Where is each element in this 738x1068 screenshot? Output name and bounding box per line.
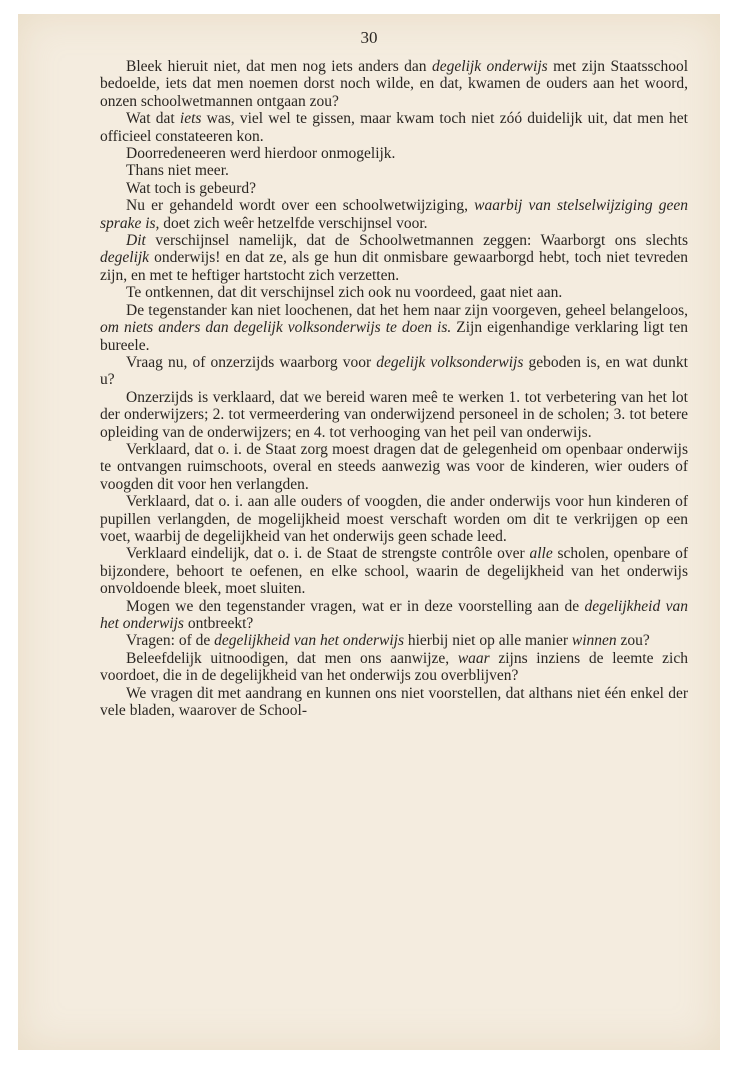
text-run: met zijn Staatsschool bedoelde, iets dat men noemen dorst noch wilde, en dat, kwamen de ouders aan het woord, onzen schoolwetmannen ontgaan zou? [100,58,688,110]
paragraph [100,441,688,493]
text-run: Verklaard, dat o. i. de Staat zorg moest dragen dat de gelegenheid om openbaar onderwijs te ontvangen ruimschoots, overal en steeds aanwezig was voor de kinderen, wier ouders of voogden dit voor hen verlangden. [100,440,688,493]
text-run: hierbij niet op alle manier [404,632,572,650]
text-run: Wat dat [126,110,180,128]
italic-text: degelijkheid van het onderwijs [100,597,688,632]
text-run: Zijn eigenhandige verklaring ligt ten bureele. [100,319,688,354]
italic-text: waar [457,649,490,667]
italic-text: Dit [126,232,146,250]
text-run: scholen, openbare of bijzondere, behoort te oefenen, en elke school, waarin de degelijkheid van het onderwijs onvoldoende bleek, moet sluiten. [100,545,689,598]
italic-text: degelijkheid van het onderwijs [214,632,404,650]
text-run: Wat toch is gebeurd? [126,179,257,197]
text-run: De tegenstander kan niet loochenen, dat het hem naar zijn voorgeven, geheel belangeloos, [126,301,688,319]
text-run: verschijnsel namelijk, dat de Schoolwetmannen zeggen: Waarborgt ons slechts [145,232,688,250]
text-run: zou? [616,632,650,650]
paragraph [100,389,688,441]
text-run: onderwijs! en dat ze, als ge hun dit onmisbare gewaarborgd hebt, toch niet tevreden zijn, en met te heftiger hartstocht zich verzetten. [100,249,688,284]
text-run: Vragen: of de [126,632,215,650]
paragraph [100,145,688,162]
paragraph [100,685,688,720]
paragraph [100,545,688,597]
italic-text: iets [179,110,202,128]
paragraph [100,197,688,232]
text-run: was, viel wel te gissen, maar kwam toch niet zóó duidelijk uit, dat men het officieel constateeren kon. [100,110,688,145]
paragraph [100,284,688,301]
paragraph [100,232,688,284]
italic-text: winnen [571,632,617,650]
text-run: Doorredeneeren werd hierdoor onmogelijk. [126,145,396,163]
paragraph [100,598,688,633]
italic-text: waarbij van stelselwijziging geen sprake is, [100,197,688,232]
text-run: Bleek hieruit niet, dat men nog iets anders dan [126,58,433,75]
text-run: geboden is, en wat dunkt u? [100,353,688,389]
body-text [100,58,688,719]
text-run: Verklaard eindelijk, dat o. i. de Staat de strengste contrôle over [126,545,530,563]
paragraph [100,632,688,649]
paragraph [100,650,688,685]
text-run: zijns inziens de leemte zich voordoet, die in de degelijkheid van het onderwijs zou overblijven? [100,649,688,685]
text-run: We vragen dit met aandrang en kunnen ons niet voorstellen, dat althans niet één enkel der vele bladen, waarover de School- [100,684,688,720]
text-run: Te ontkennen, dat dit verschijnsel zich ook nu voordeed, gaat niet aan. [126,284,563,302]
text-run: doet zich weêr hetzelfde verschijnsel voor. [159,214,428,232]
page-number: 30 [360,28,378,47]
text-run: Verklaard, dat o. i. aan alle ouders of voogden, die ander onderwijs voor hun kinderen of pupillen verlangden, de mogelijkheid moest verschaft worden om dit te verkrijgen op een voet, waarbij de degelijkheid van het onderwijs geen schade leed. [100,493,688,545]
text-run: Thans niet meer. [126,162,229,180]
text-run: Beleefdelijk uitnoodigen, dat men ons aanwijze, [126,649,458,667]
text-run: Vraag nu, of onzerzijds waarborg voor [126,353,377,371]
italic-text: degelijk onderwijs [432,58,548,75]
paragraph [100,493,688,545]
paragraph [100,110,688,145]
text-run: Nu er gehandeld wordt over een schoolwetwijziging, [126,197,475,215]
paragraph [100,162,688,179]
paragraph [100,58,688,110]
paragraph [100,354,688,389]
italic-text: degelijk [100,249,150,267]
text-run: ontbreekt? [183,615,254,632]
text-run: Onzerzijds is verklaard, dat we bereid waren meê te werken 1. tot verbetering van het lot der onderwijzers; 2. tot vermeerdering van onderwijzend personeel in de scholen; 3. tot betere opleiding van de onderwijzers; en 4. tot verhooging van het peil van onderwijs. [100,388,688,441]
paragraph [100,180,688,197]
book-page [18,14,720,1050]
text-run: Mogen we den tegenstander vragen, wat er in deze voorstelling aan de [126,597,585,615]
paragraph [100,302,688,354]
italic-text: degelijk volksonderwijs [376,353,524,371]
italic-text: om niets anders dan degelijk volksonderwijs te doen is. [100,319,452,337]
italic-text: alle [529,545,553,563]
